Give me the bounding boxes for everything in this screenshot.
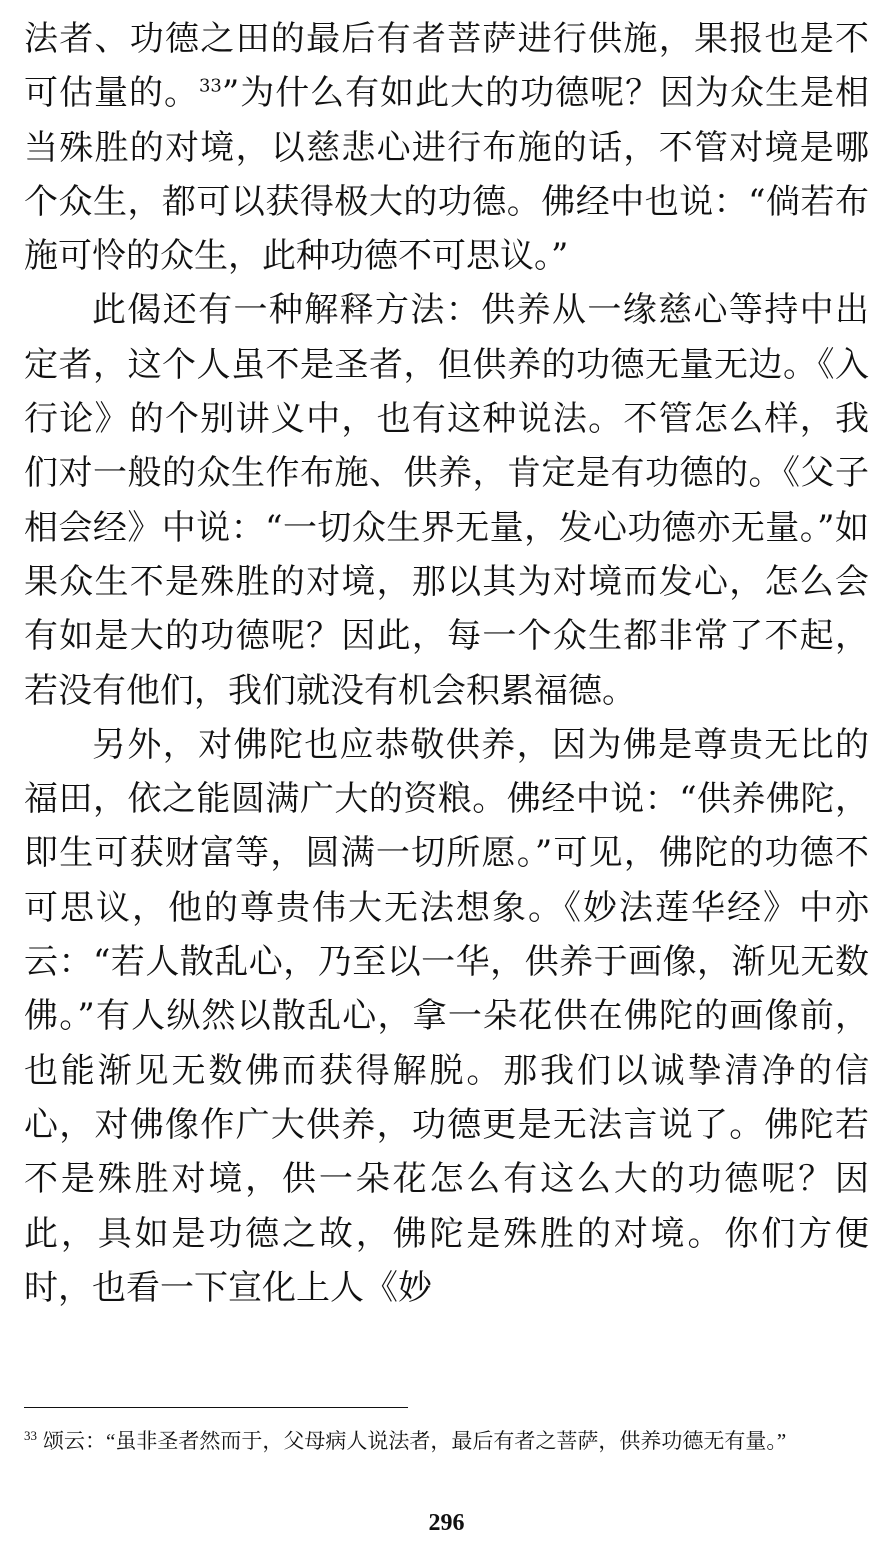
footnote-number: 33 bbox=[24, 1428, 37, 1443]
footnote-reference: 33 bbox=[198, 75, 222, 97]
paragraph-2: 此偈还有一种解释方法：供养从一缘慈心等持中出定者，这个人虽不是圣者，但供养的功德无量无边。《入行论》的个别讲义中，也有这种说法。不管怎么样，我们对一般的众生作布施、供养，肯定是有功德的。《父子相会经》中说：“一切众生界无量，发心功德亦无量。”如果众生不是殊胜的对境，那以其为对境而发心，怎么会有如是大的功德呢？因此，每一个众生都非常了不起，若没有他们，我们就没有机会积累福德。 bbox=[24, 290, 869, 711]
page-number: 296 bbox=[428, 1510, 465, 1536]
footnote bbox=[24, 1424, 869, 1458]
paragraph-1-post: ”为什么有如此大的功德呢？因为众生是相当殊胜的对境，以慈悲心进行布施的话，不管对境是哪个众生，都可以获得极大的功德。佛经中也说：“倘若布施可怜的众生，此种功德不可思议。” bbox=[24, 73, 869, 277]
footnote-text: 颂云：“虽非圣者然而于，父母病人说法者，最后有者之菩萨，供养功德无有量。” bbox=[43, 1429, 787, 1453]
paragraph-3: 另外，对佛陀也应恭敬供养，因为佛是尊贵无比的福田，依之能圆满广大的资粮。佛经中说：“供养佛陀，即生可获财富等，圆满一切所愿。”可见，佛陀的功德不可思议，他的尊贵伟大无法想象。《妙法莲华经》中亦云：“若人散乱心，乃至以一华，供养于画像，渐见无数佛。”有人纵然以散乱心，拿一朵花供在佛陀的画像前，也能渐见无数佛而获得解脱。那我们以诚挚清净的信心，对佛像作广大供养，功德更是无法言说了。佛陀若不是殊胜对境，供一朵花怎么有这么大的功德呢？因此，具如是功德之故，佛陀是殊胜的对境。你们方便时，也看一下宣化上人《妙 bbox=[24, 724, 869, 1308]
footnote-divider bbox=[24, 1407, 408, 1408]
paragraph-1-pre: 法者、功德之田的最后有者菩萨进行供施，果报也是不可估量的。 bbox=[24, 19, 869, 114]
paragraph-1 bbox=[24, 12, 869, 283]
main-text bbox=[24, 12, 869, 1315]
